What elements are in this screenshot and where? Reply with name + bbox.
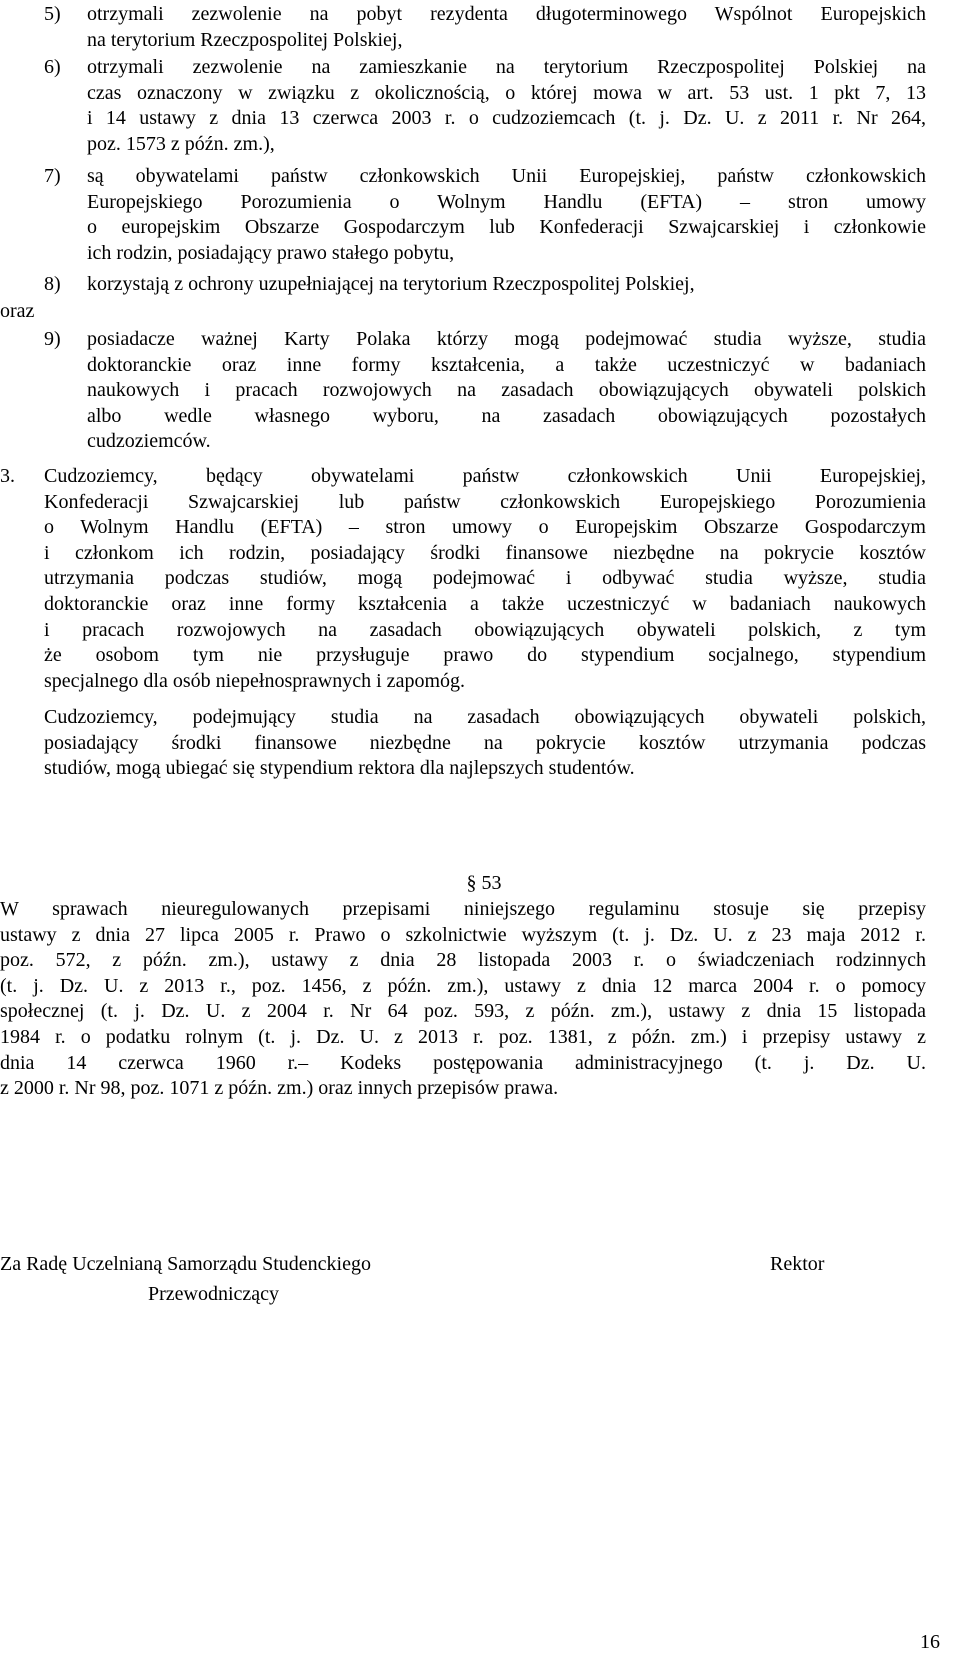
text-line: posiadający środki finansowe niezbędne na pokrycie kosztów utrzymania podczas (44, 731, 926, 754)
list-number: 6) (44, 56, 61, 78)
text-line: Konfederacji Szwajcarskiej lub państw członkowskich Europejskiego Porozumienia (44, 490, 926, 513)
text-line: utrzymania podczas studiów, mogą podejmować i odbywać studia wyższe, studia (44, 567, 926, 590)
page-number: 16 (920, 1631, 940, 1653)
text-line: czas oznaczony w związku z okolicznością, o której mowa w art. 53 ust. 1 pkt 7, 13 (87, 81, 926, 104)
list-item-7 (87, 164, 926, 266)
text-line: ich rodzin, posiadający prawo stałego pobytu, (87, 241, 455, 264)
text-line: korzystają z ochrony uzupełniającej na terytorium Rzeczpospolitej Polskiej, (87, 273, 695, 295)
text-line: i członkom ich rodzin, posiadający środki finansowe niezbędne na pokrycie kosztów (44, 541, 926, 564)
paragraph-heading: § 53 (466, 872, 502, 894)
list-number: 9) (44, 328, 61, 350)
section-3-continuation (44, 705, 926, 782)
text-line: doktoranckie oraz inne formy kształcenia a także uczestniczyć w badaniach naukowych (44, 592, 926, 615)
text-line: są obywatelami państw członkowskich Unii Europejskiej, państw członkowskich (87, 165, 926, 187)
text-line: naukowych i pracach rozwojowych na zasadach obowiązujących obywateli polskich (87, 379, 926, 402)
text-line: doktoranckie oraz inne formy kształcenia, a także uczestniczyć w badaniach (87, 353, 926, 376)
text-line: Cudzoziemcy, będący obywatelami państw członkowskich Unii Europejskiej, (44, 465, 926, 487)
text-line: cudzoziemców. (87, 430, 211, 453)
text-line: że osobom tym nie przysługuje prawo do stypendium socjalnego, stypendium (44, 644, 926, 667)
list-item-5 (87, 2, 926, 53)
text-line: o europejskim Obszarze Gospodarczym lub Konfederacji Szwajcarskiej i członkowie (87, 216, 926, 239)
signature-left-line2: Przewodniczący (148, 1283, 280, 1305)
text-line: ustawy z dnia 27 lipca 2005 r. Prawo o szkolnictwie wyższym (t. j. Dz. U. z 23 maja 2012 r. (0, 923, 926, 946)
connector-word: oraz (0, 300, 35, 322)
text-line: (t. j. Dz. U. z 2013 r., poz. 1456, z późn. zm.), ustawy z dnia 12 marca 2004 r. o pomocy (0, 974, 926, 997)
text-line: poz. 572, z późn. zm.), ustawy z dnia 28 listopada 2003 r. o świadczeniach rodzinnych (0, 949, 926, 972)
text-line: specjalnego dla osób niepełnosprawnych i zapomóg. (44, 669, 465, 692)
text-line: posiadacze ważnej Karty Polaka którzy mogą podejmować studia wyższe, studia (87, 328, 926, 350)
text-line: i 14 ustawy z dnia 13 czerwca 2003 r. o cudzoziemcach (t. j. Dz. U. z 2011 r. Nr 264, (87, 107, 926, 130)
list-number: 8) (44, 273, 61, 295)
list-number: 7) (44, 165, 61, 187)
section-3-text (44, 464, 926, 694)
list-item-8 (87, 272, 926, 298)
text-line: o Wolnym Handlu (EFTA) – stron umowy o Europejskim Obszarze Gospodarczym (44, 516, 926, 539)
paragraph-53-text (0, 897, 926, 1102)
text-line: albo wedle własnego wyboru, na zasadach obowiązujących pozostałych (87, 404, 926, 427)
list-item-9 (87, 327, 926, 455)
signature-left-line1: Za Radę Uczelnianą Samorządu Studenckiego (0, 1253, 371, 1275)
text-line: studiów, mogą ubiegać się stypendium rektora dla najlepszych studentów. (44, 757, 635, 780)
text-line: na terytorium Rzeczpospolitej Polskiej, (87, 28, 403, 51)
text-line: otrzymali zezwolenie na zamieszkanie na terytorium Rzeczpospolitej Polskiej na (87, 56, 926, 78)
signature-right: Rektor (770, 1253, 825, 1275)
text-line: otrzymali zezwolenie na pobyt rezydenta długoterminowego Wspólnot Europejskich (87, 3, 926, 25)
text-line: 1984 r. o podatku rolnym (t. j. Dz. U. z 2013 r. poz. 1381, z późn. zm.) i przepisy ustawy z (0, 1025, 926, 1048)
text-line: Europejskiego Porozumienia o Wolnym Handlu (EFTA) – stron umowy (87, 190, 926, 213)
text-line: dnia 14 czerwca 1960 r.– Kodeks postępowania administracyjnego (t. j. Dz. U. (0, 1051, 926, 1074)
text-line: Cudzoziemcy, podejmujący studia na zasadach obowiązujących obywateli polskich, (44, 706, 926, 728)
text-line: W sprawach nieuregulowanych przepisami niniejszego regulaminu stosuje się przepisy (0, 898, 926, 920)
list-item-6 (87, 55, 926, 157)
text-line: poz. 1573 z późn. zm.), (87, 132, 275, 155)
text-line: i pracach rozwojowych na zasadach obowiązujących obywateli polskich, z tym (44, 618, 926, 641)
list-number: 5) (44, 3, 61, 25)
section-number: 3. (0, 465, 15, 487)
text-line: z 2000 r. Nr 98, poz. 1071 z późn. zm.) oraz innych przepisów prawa. (0, 1077, 559, 1100)
text-line: społecznej (t. j. Dz. U. z 2004 r. Nr 64 poz. 593, z późn. zm.), ustawy z dnia 15 listopada (0, 1000, 926, 1023)
